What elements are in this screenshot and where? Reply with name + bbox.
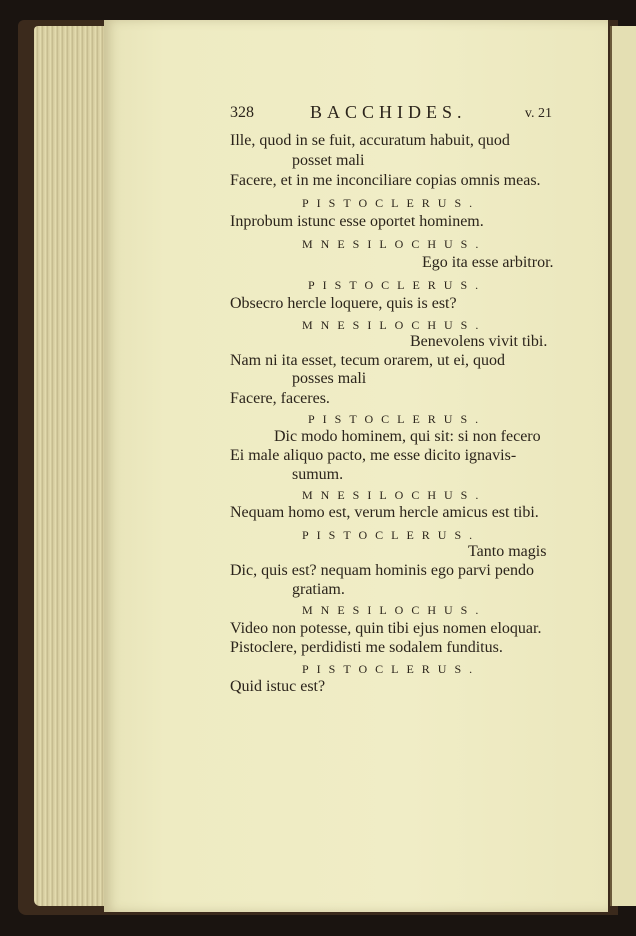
page-number: 328 (230, 104, 254, 121)
verse-line: Obsecro hercle loquere, quis is est? (230, 295, 457, 312)
verse-line: Facere, et in me inconciliare copias omnis meas. (230, 172, 541, 189)
verse-line: Quid istuc est? (230, 678, 326, 695)
verse-line: posses mali (292, 370, 367, 387)
running-title: BACCHIDES. (310, 102, 467, 122)
speaker-name: MNESILOCHUS. (302, 488, 487, 502)
verse-line: Ego ita esse arbitror. (422, 254, 554, 271)
signature-mark: v. 21 (524, 106, 552, 121)
page-edges (34, 26, 112, 906)
speaker-name: PISTOCLERUS. (302, 196, 481, 210)
speaker-name: PISTOCLERUS. (302, 662, 481, 676)
verse-line: sumum. (292, 466, 344, 483)
facing-page-edge (610, 26, 636, 906)
speaker-name: MNESILOCHUS. (302, 318, 487, 332)
verse-line: Tanto magis (468, 543, 547, 560)
verse-line: Dic modo hominem, qui sit: si non fecero (274, 428, 541, 445)
speaker-name: PISTOCLERUS. (302, 528, 481, 542)
speaker-name: MNESILOCHUS. (302, 237, 487, 251)
verse-line: Nam ni ita esset, tecum orarem, ut ei, quod (230, 352, 506, 369)
verse-text: Ille, quod in se fuit, accuratum habuit, quod (230, 132, 510, 149)
speaker-name: PISTOCLERUS. (308, 412, 487, 426)
verse-line: Nequam homo est, verum hercle amicus est tibi. (230, 504, 539, 521)
speaker-name: PISTOCLERUS. (308, 278, 487, 292)
verse-line: Facere, faceres. (230, 390, 330, 407)
verse-line: Benevolens vivit tibi. (410, 333, 548, 350)
verse-line (230, 132, 552, 150)
verse-line: Video non potesse, quin tibi ejus nomen eloquar. (230, 620, 542, 637)
verse-line: Inprobum istunc esse oportet hominem. (230, 213, 484, 230)
verse-line: posset mali (292, 152, 365, 169)
speaker-name: MNESILOCHUS. (302, 603, 487, 617)
verse-line: Pistoclere, perdidisti me sodalem funditus. (230, 639, 503, 656)
verse-line: Dic, quis est? nequam hominis ego parvi pendo (230, 562, 534, 579)
verse-line: gratiam. (292, 581, 345, 598)
verse-line: Ei male aliquo pacto, me esse dicito ignavis- (230, 447, 517, 464)
